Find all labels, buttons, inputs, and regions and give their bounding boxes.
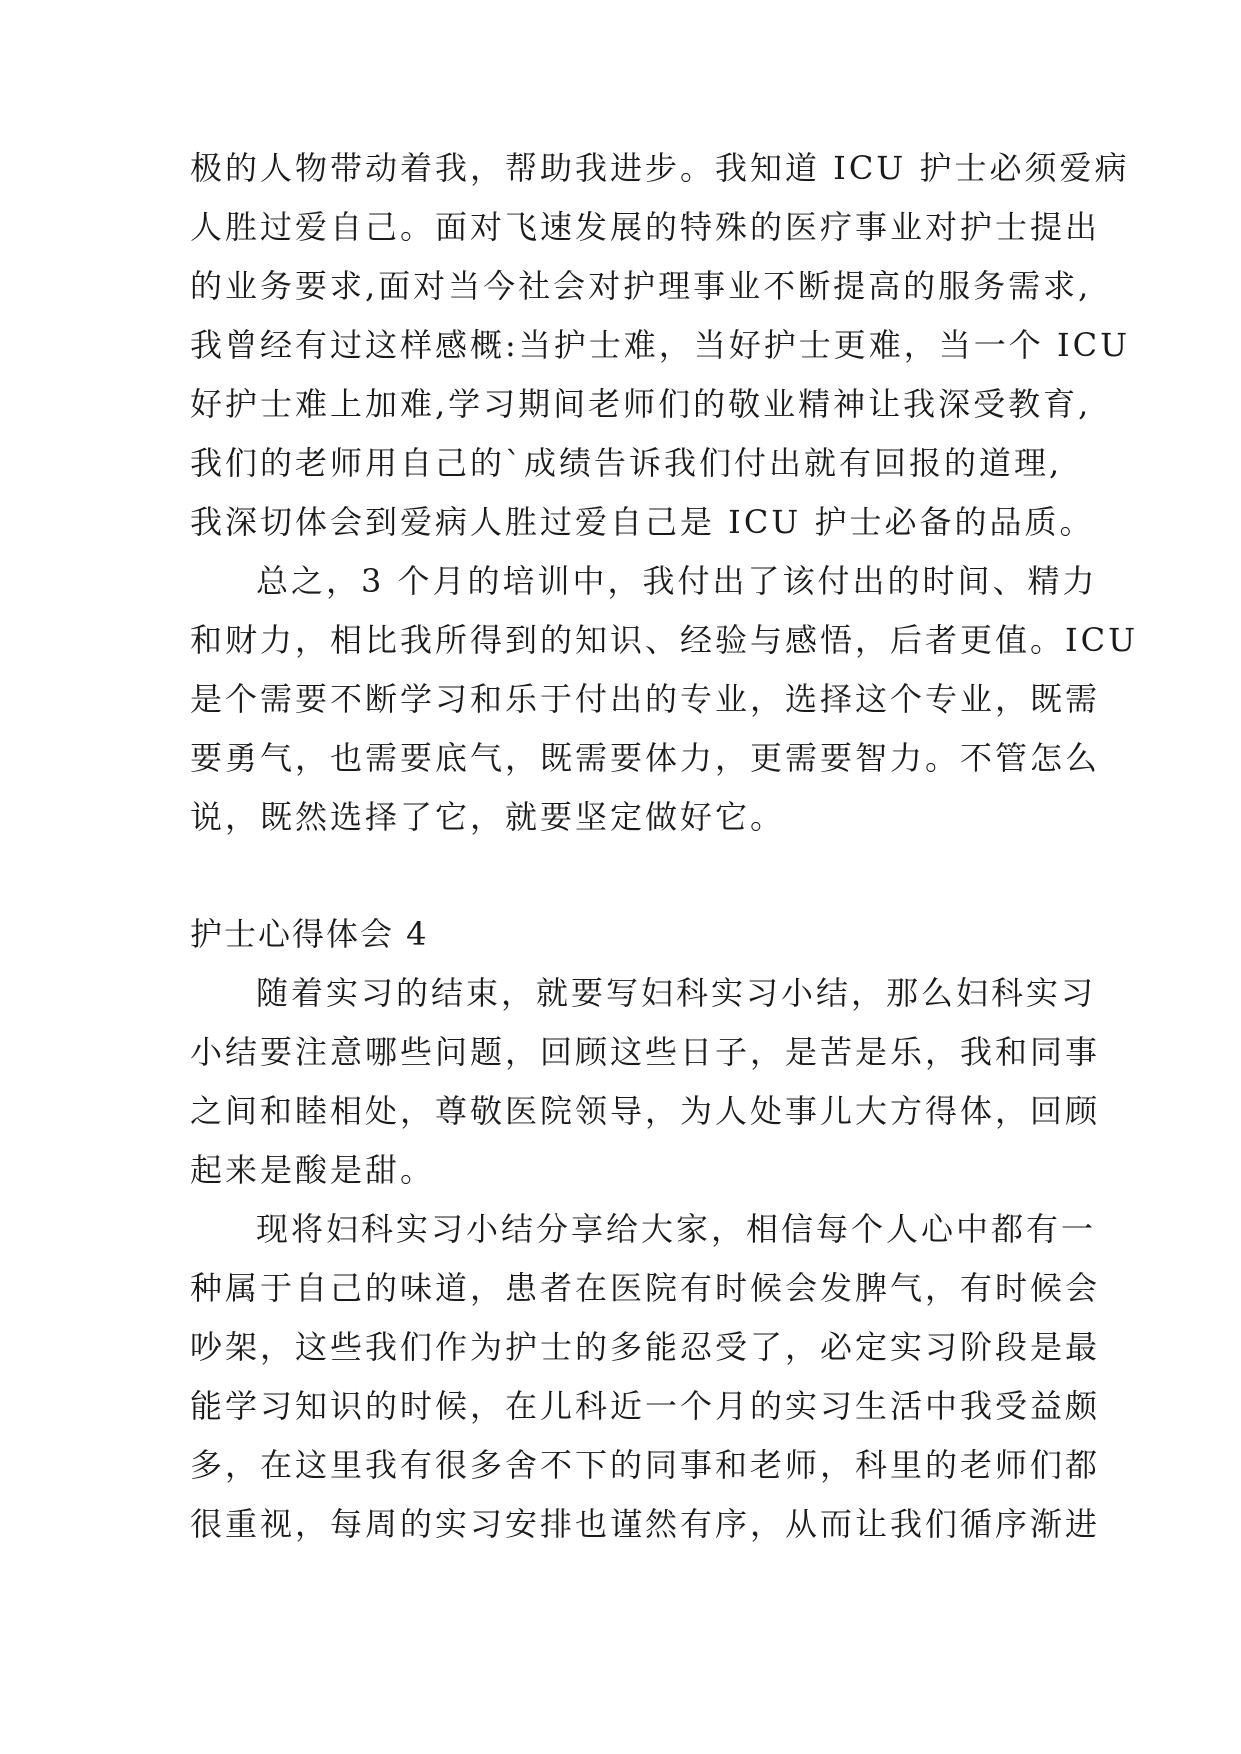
text-line: 随着实习的结束，就要写妇科实习小结，那么妇科实习: [256, 974, 1097, 1012]
section-heading: 护士心得体会 4: [190, 915, 429, 953]
text-line: 人胜过爱自己。面对飞速发展的特殊的医疗事业对护士提出: [190, 208, 1101, 246]
text-line: 现将妇科实习小结分享给大家，相信每个人心中都有一: [256, 1210, 1097, 1248]
text-line: 我们的老师用自己的`成绩告诉我们付出就有回报的道理,: [190, 444, 1063, 482]
text-line: 小结要注意哪些问题，回顾这些日子，是苦是乐，我和同事: [190, 1033, 1101, 1071]
text-line: 要勇气，也需要底气，既需要体力，更需要智力。不管怎么: [190, 739, 1101, 777]
text-line: 吵架，这些我们作为护士的多能忍受了，必定实习阶段是最: [190, 1328, 1101, 1366]
text-line: 和财力，相比我所得到的知识、经验与感悟，后者更值。ICU: [190, 621, 1139, 659]
text-line: 好护士难上加难,学习期间老师们的敬业精神让我深受教育,: [190, 385, 1092, 423]
text-line: 种属于自己的味道，患者在医院有时候会发脾气，有时候会: [190, 1269, 1101, 1307]
text-line: 说，既然选择了它，就要坚定做好它。: [190, 798, 786, 836]
text-line: 起来是酸是甜。: [190, 1151, 436, 1189]
text-line: 多，在这里我有很多舍不下的同事和老师，科里的老师们都: [190, 1446, 1101, 1484]
text-line: 能学习知识的时候，在儿科近一个月的实习生活中我受益颇: [190, 1387, 1101, 1425]
text-line: 之间和睦相处，尊敬医院领导，为人处事儿大方得体，回顾: [190, 1092, 1101, 1130]
text-line: 很重视，每周的实习安排也谨然有序，从而让我们循序渐进: [190, 1505, 1101, 1543]
text-line: 我曾经有过这样感概:当护士难，当好护士更难，当一个 ICU: [190, 326, 1131, 364]
text-line: 的业务要求,面对当今社会对护理事业不断提高的服务需求,: [190, 267, 1092, 305]
text-line: 极的人物带动着我，帮助我进步。我知道 ICU 护士必须爱病: [190, 149, 1130, 187]
text-line: 是个需要不断学习和乐于付出的专业，选择这个专业，既需: [190, 680, 1101, 718]
text-line: 我深切体会到爱病人胜过爱自己是 ICU 护士必备的品质。: [190, 503, 1095, 541]
text-line: 总之，3 个月的培训中，我付出了该付出的时间、精力: [256, 562, 1098, 600]
